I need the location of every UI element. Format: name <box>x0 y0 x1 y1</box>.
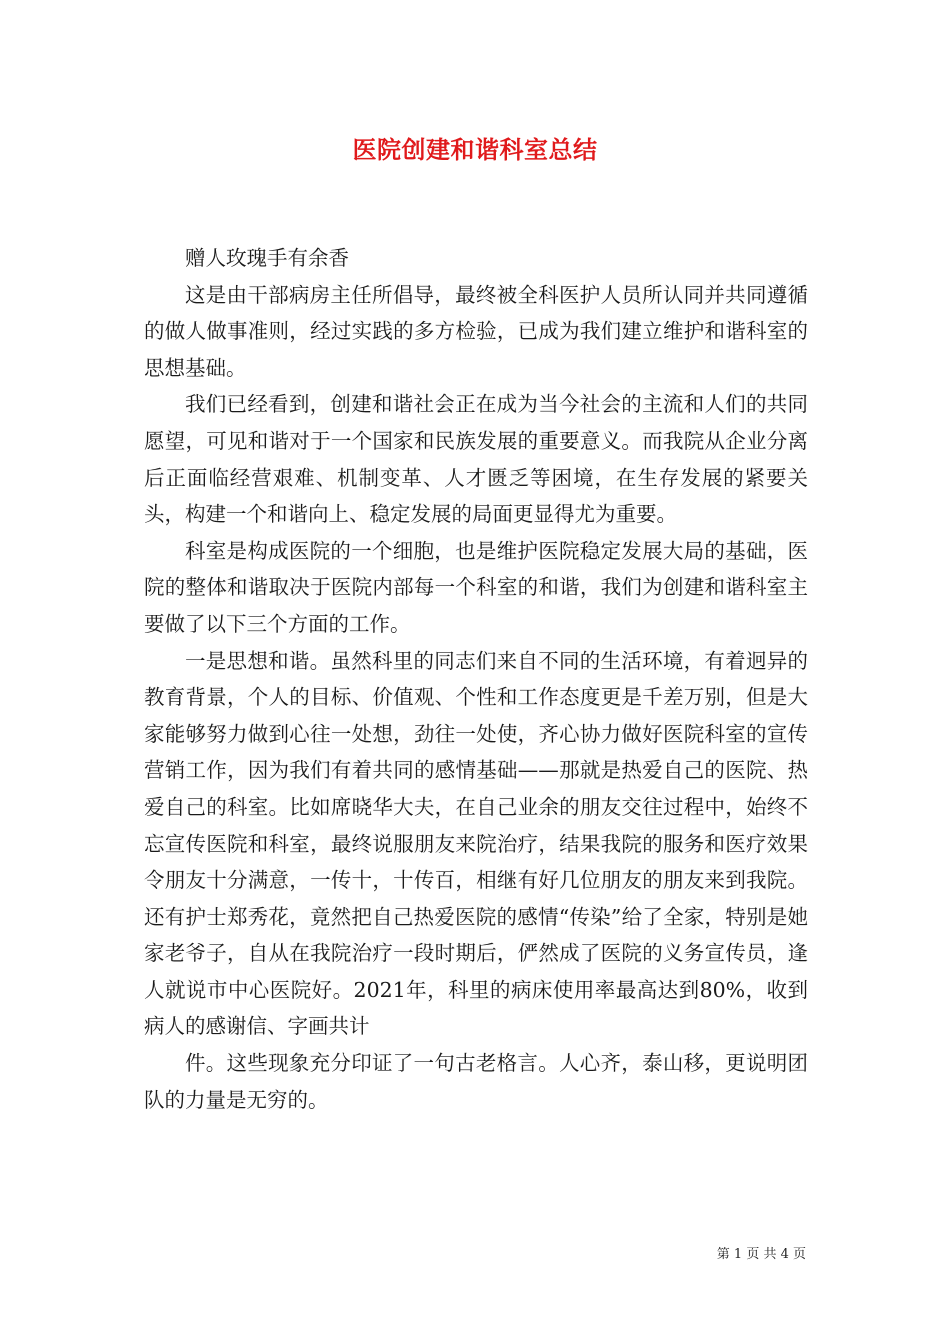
document-body <box>144 240 808 1118</box>
paragraph: 件。这些现象充分印证了一句古老格言。人心齐，泰山移，更说明团队的力量是无穷的。 <box>144 1051 808 1112</box>
paragraph: 科室是构成医院的一个细胞，也是维护医院稳定发展大局的基础，医院的整体和谐取决于医院内部每一个科室的和谐，我们为创建和谐科室主要做了以下三个方面的工作。 <box>144 538 808 636</box>
paragraph: 一是思想和谐。虽然科里的同志们来自不同的生活环境，有着迥异的教育背景，个人的目标、价值观、个性和工作态度更是千差万别，但是大家能够努力做到心往一处想，劲往一处使，齐心协力做好医院科室的宣传营销工作，因为我们有着共同的感情基础——那就是热爱自己的医院、热爱自己的科室。比如席晓华大夫，在自己业余的朋友交往过程中，始终不忘宣传医院和科室，最终说服朋友来院治疗，结果我院的服务和医疗效果令朋友十分满意，一传十，十传百，相继有好几位朋友的朋友来到我院。还有护士郑秀花，竟然把自己热爱医院的感情“传染”给了全家，特别是她家老爷子，自从在我院治疗一段时期后，俨然成了医院的义务宣传员，逢人就说市中心医院好。2021年，科里的病床使用率最高达到80%，收到病人的感谢信、字画共计 <box>144 648 808 1039</box>
paragraph: 赠人玫瑰手有余香 <box>185 246 349 270</box>
paragraph: 我们已经看到，创建和谐社会正在成为当今社会的主流和人们的共同愿望，可见和谐对于一个国家和民族发展的重要意义。而我院从企业分离后正面临经营艰难、机制变革、人才匮乏等困境，在生存发展的紧要关头，构建一个和谐向上、稳定发展的局面更显得尤为重要。 <box>144 392 808 527</box>
page-number-footer: 第 1 页 共 4 页 <box>716 1247 806 1262</box>
document-title: 医院创建和谐科室总结 <box>352 135 598 164</box>
paragraph: 这是由干部病房主任所倡导，最终被全科医护人员所认同并共同遵循的做人做事准则，经过实践的多方检验，已成为我们建立维护和谐科室的思想基础。 <box>144 282 808 380</box>
